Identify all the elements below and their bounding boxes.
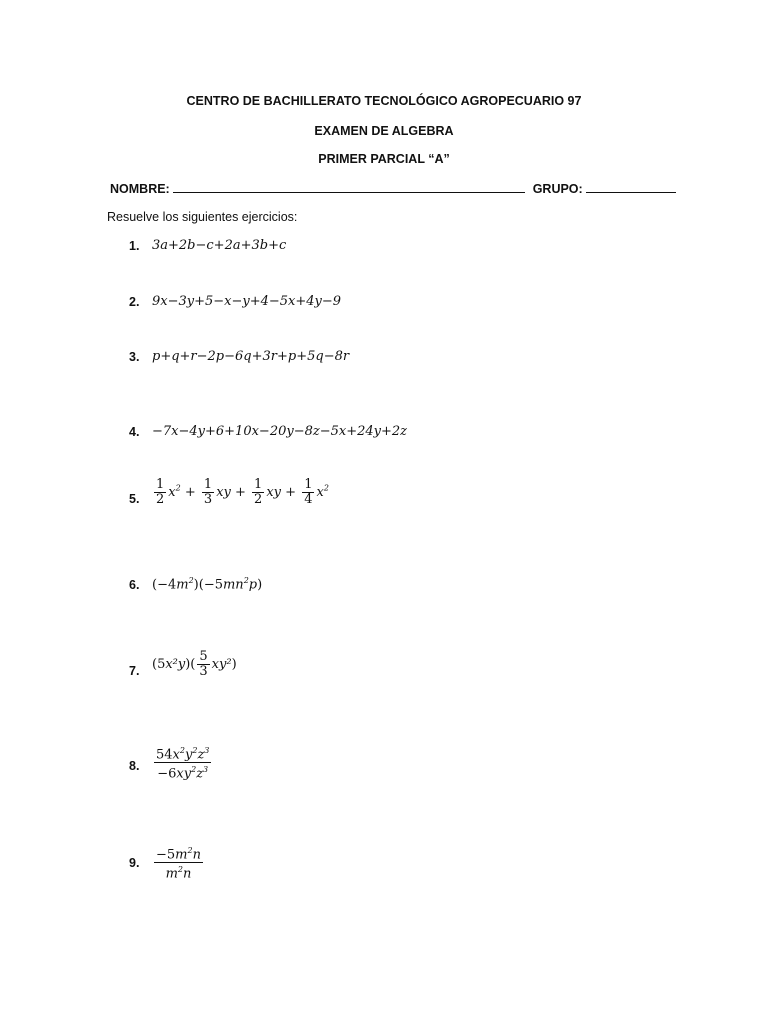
exercise-1 (0, 236, 768, 296)
exercise-number: 5. (129, 492, 140, 506)
exercise-number: 9. (129, 856, 140, 870)
name-label: NOMBRE: (110, 182, 170, 196)
exercise-7 (0, 650, 768, 710)
group-label: GRUPO: (532, 182, 583, 196)
exercise-4 (0, 422, 768, 482)
exercise-expression: $\frac{1}{2}$ $x^2$ + $\frac{1}{3}$ xy + $\frac{1}{2}$ xy + $\frac{1}{4}$ $x^2$ (156, 477, 329, 507)
exercise-3 (0, 347, 768, 407)
exercise-5 (0, 478, 768, 538)
exercise-number: 8. (129, 759, 140, 773)
exercise-expression: −7x−4y+6+10x−20y−8z−5x+24y+2z (152, 424, 408, 439)
exercise-number: 3. (129, 350, 140, 364)
exercise-expression: $\frac{54x^2y^2z^3}{-6xy^2z^3}$ (156, 746, 210, 782)
exercise-number: 1. (129, 239, 140, 253)
exercise-number: 2. (129, 295, 140, 309)
school-title: CENTRO DE BACHILLERATO TECNOLÓGICO AGROPECUARIO 97 (186, 94, 582, 108)
exercise-8 (0, 744, 768, 804)
exam-title: EXAMEN DE ALGEBRA (314, 124, 454, 138)
exercise-6 (0, 574, 768, 634)
instructions: Resuelve los siguientes ejercicios: (107, 210, 298, 224)
exercise-expression: p+q+r−2p−6q+3r+p+5q−8r (152, 349, 350, 364)
partial-title: PRIMER PARCIAL “A” (318, 152, 450, 166)
student-fields (110, 181, 676, 196)
exercise-number: 4. (129, 425, 140, 439)
name-blank[interactable] (173, 181, 525, 193)
exercise-number: 6. (129, 578, 140, 592)
group-blank[interactable] (586, 181, 676, 193)
exercise-expression: 9x−3y+5−x−y+4−5x+4y−9 (152, 294, 342, 309)
exercise-expression: 3a+2b−c+2a+3b+c (152, 238, 287, 253)
exercise-number: 7. (129, 664, 140, 678)
exercise-expression: (5x²y)( $\frac{5}{3}$ xy²) (152, 649, 237, 679)
exercise-expression: $\frac{-5m^2n}{m^2n}$ (156, 846, 201, 882)
exercise-expression: $(-4m^2)(-5mn^2p)$ (152, 576, 263, 593)
exercise-2 (0, 292, 768, 352)
exercise-9 (0, 844, 768, 904)
